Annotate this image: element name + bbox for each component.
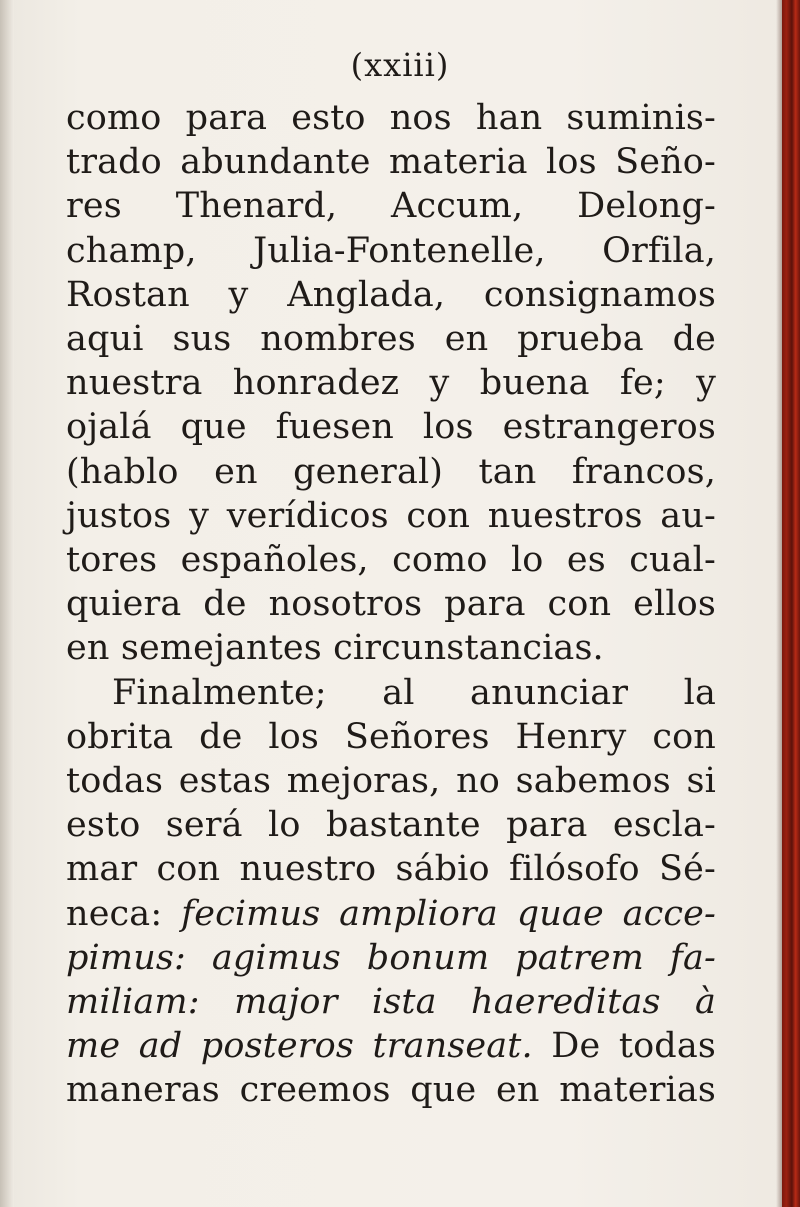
text-line [66,273,716,317]
text-segment: en semejantes circunstancias. [66,628,604,669]
text-segment: nuestra honradez y buena fe; y [66,363,716,404]
text-line [66,405,716,449]
italic-text-segment: fecimus ampliora quae acce- [181,893,717,934]
text-line [66,96,716,140]
text-line [66,936,716,980]
text-segment: justos y verídicos con nuestros au- [66,495,716,536]
text-line [66,140,716,184]
text-segment: trado abundante materia los Seño- [66,142,716,183]
text-line [66,494,716,538]
text-segment: maneras creemos que en materias [66,1070,716,1111]
text-line [66,538,716,582]
text-line [66,229,716,273]
text-segment: res Thenard, Accum, Delong- [66,186,716,227]
text-line [66,1068,716,1112]
text-line [66,759,716,803]
body-text [66,96,716,1113]
text-line [66,1024,716,1068]
text-segment: esto será lo bastante para escla- [66,805,716,846]
text-segment: Rostan y Anglada, consignamos [66,274,716,315]
book-cover-edge [782,0,800,1207]
text-line [66,803,716,847]
text-line [66,361,716,405]
text-line [66,582,716,626]
text-line [66,980,716,1024]
italic-text-segment: pimus: agimus bonum patrem fa- [66,937,716,978]
text-segment: (hablo en general) tan francos, [66,451,716,492]
text-segment: De todas [532,1026,716,1067]
text-segment: quiera de nosotros para con ellos [66,584,716,625]
text-segment: ojalá que fuesen los estrangeros [66,407,716,448]
text-segment: tores españoles, como lo es cual- [66,540,716,581]
text-segment: aqui sus nombres en prueba de [66,319,716,360]
text-line [66,317,716,361]
text-segment: Finalmente; al anunciar la [112,672,716,713]
page-number: (xxiii) [350,46,450,84]
italic-text-segment: me ad posteros transeat. [66,1026,533,1067]
text-segment: neca: [66,893,182,934]
text-line [66,847,716,891]
text-line [66,184,716,228]
text-line [66,715,716,759]
text-line [66,671,716,715]
text-line [66,892,716,936]
text-line [66,626,716,670]
page-gutter-edge [0,0,14,1207]
text-segment: champ, Julia-Fontenelle, Orfila, [66,230,716,271]
text-segment: todas estas mejoras, no sabemos si [66,761,716,802]
italic-text-segment: miliam: major ista haereditas à [66,982,716,1023]
text-line [66,450,716,494]
text-segment: obrita de los Señores Henry con [66,716,716,757]
text-segment: como para esto nos han suminis- [66,98,716,138]
text-segment: mar con nuestro sábio filósofo Sé- [66,849,716,890]
